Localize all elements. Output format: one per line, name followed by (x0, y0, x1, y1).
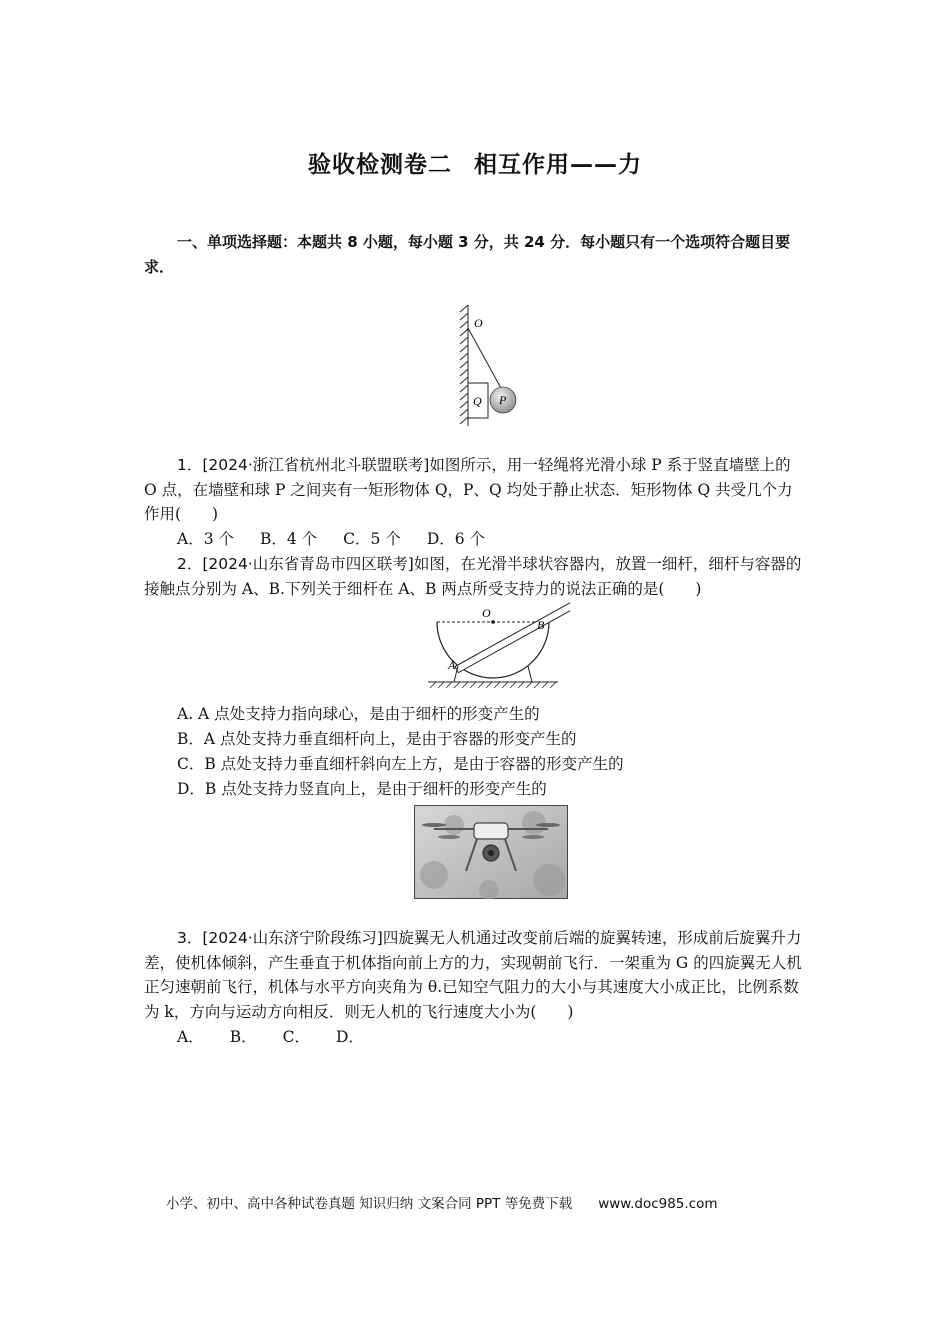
question-3-text: 四旋翼无人机通过改变前后端的旋翼转速，形成前后旋翼升力差，使机体倾斜，产生垂直于机体指向前上方的力，实现朝前飞行．一架重为 G 的四旋翼无人机正匀速朝前飞行，机体与水平方向夹角为 θ.已知空气阻力的大小与其速度大小成正比，比例系数为 k，方向与运动方向相反．则无人机的飞行速度大小为( ) (144, 929, 802, 1021)
q2-option-a: A. A 点处支持力指向球心，是由于细杆的形变产生的 (177, 705, 540, 723)
footer-text: 小学、初中、高中各种试卷真题 知识归纳 文案合同 PPT 等免费下载 (166, 1196, 573, 1212)
question-3-options (177, 1025, 390, 1050)
q3-option-c: C． (282, 1028, 310, 1046)
footer (166, 1192, 718, 1212)
question-2-text: 如图，在光滑半球状容器内，放置一细杆，细杆与容器的接触点分别为 A、B.下列关于细杆在 A、B 两点所受支持力的说法正确的是( ) (144, 555, 802, 598)
q1-option-a: A．3 个 (177, 530, 234, 548)
q3-option-a: A． (177, 1028, 204, 1046)
question-2-source: 2．[2024·山东省青岛市四区联考] (177, 555, 414, 573)
q1-option-b: B．4 个 (259, 530, 318, 548)
question-2 (144, 552, 808, 601)
center-dot (491, 620, 495, 624)
label-q: Q (473, 394, 482, 408)
question-3 (144, 926, 808, 1024)
question-1-source: 1．[2024·浙江省杭州北斗联盟联考] (177, 456, 430, 474)
q3-option-b: B． (229, 1028, 257, 1046)
label-p: P (499, 393, 507, 407)
wall-ball-figure (452, 300, 532, 430)
question-1 (144, 453, 808, 527)
page-title (0, 146, 950, 179)
q1-option-d: D．6 个 (426, 530, 486, 548)
q1-option-c: C．5 个 (343, 530, 401, 548)
label-o: O (482, 606, 491, 620)
title-part-2: 相互作用——力 (474, 152, 642, 178)
rope (468, 328, 502, 390)
q2-option-c: C．B 点处支持力垂直细杆斜向左上方，是由于容器的形变产生的 (177, 755, 624, 773)
footer-url[interactable]: www.doc985.com (598, 1196, 718, 1212)
rod (455, 600, 570, 673)
label-b: B (537, 618, 545, 632)
question-3-source: 3．[2024·山东济宁阶段练习] (177, 929, 383, 947)
q2-option-d: D．B 点处支持力竖直向上，是由于细杆的形变产生的 (177, 780, 547, 798)
ground-hatch (430, 682, 556, 688)
title-part-1: 验收检测卷二 (308, 152, 452, 178)
drone-photo (414, 805, 568, 899)
label-o: O (474, 316, 483, 330)
label-a: A (448, 658, 456, 672)
question-1-options (177, 527, 511, 552)
question-1-text: 如图所示，用一轻绳将光滑小球 P 系于竖直墙壁上的 O 点，在墙壁和球 P 之间夹有一矩形物体 Q，P、Q 均处于静止状态．矩形物体 Q 共受几个力作用( ) (144, 456, 793, 523)
section-heading: 一、单项选择题：本题共 8 小题，每小题 3 分，共 24 分．每小题只有一个选项符合题目要求． (144, 233, 791, 276)
bowl-rod-figure (420, 600, 570, 692)
q2-option-b: B．A 点处支持力垂直细杆向上，是由于容器的形变产生的 (177, 730, 577, 748)
q3-option-d: D． (335, 1028, 364, 1046)
wall (460, 305, 468, 426)
